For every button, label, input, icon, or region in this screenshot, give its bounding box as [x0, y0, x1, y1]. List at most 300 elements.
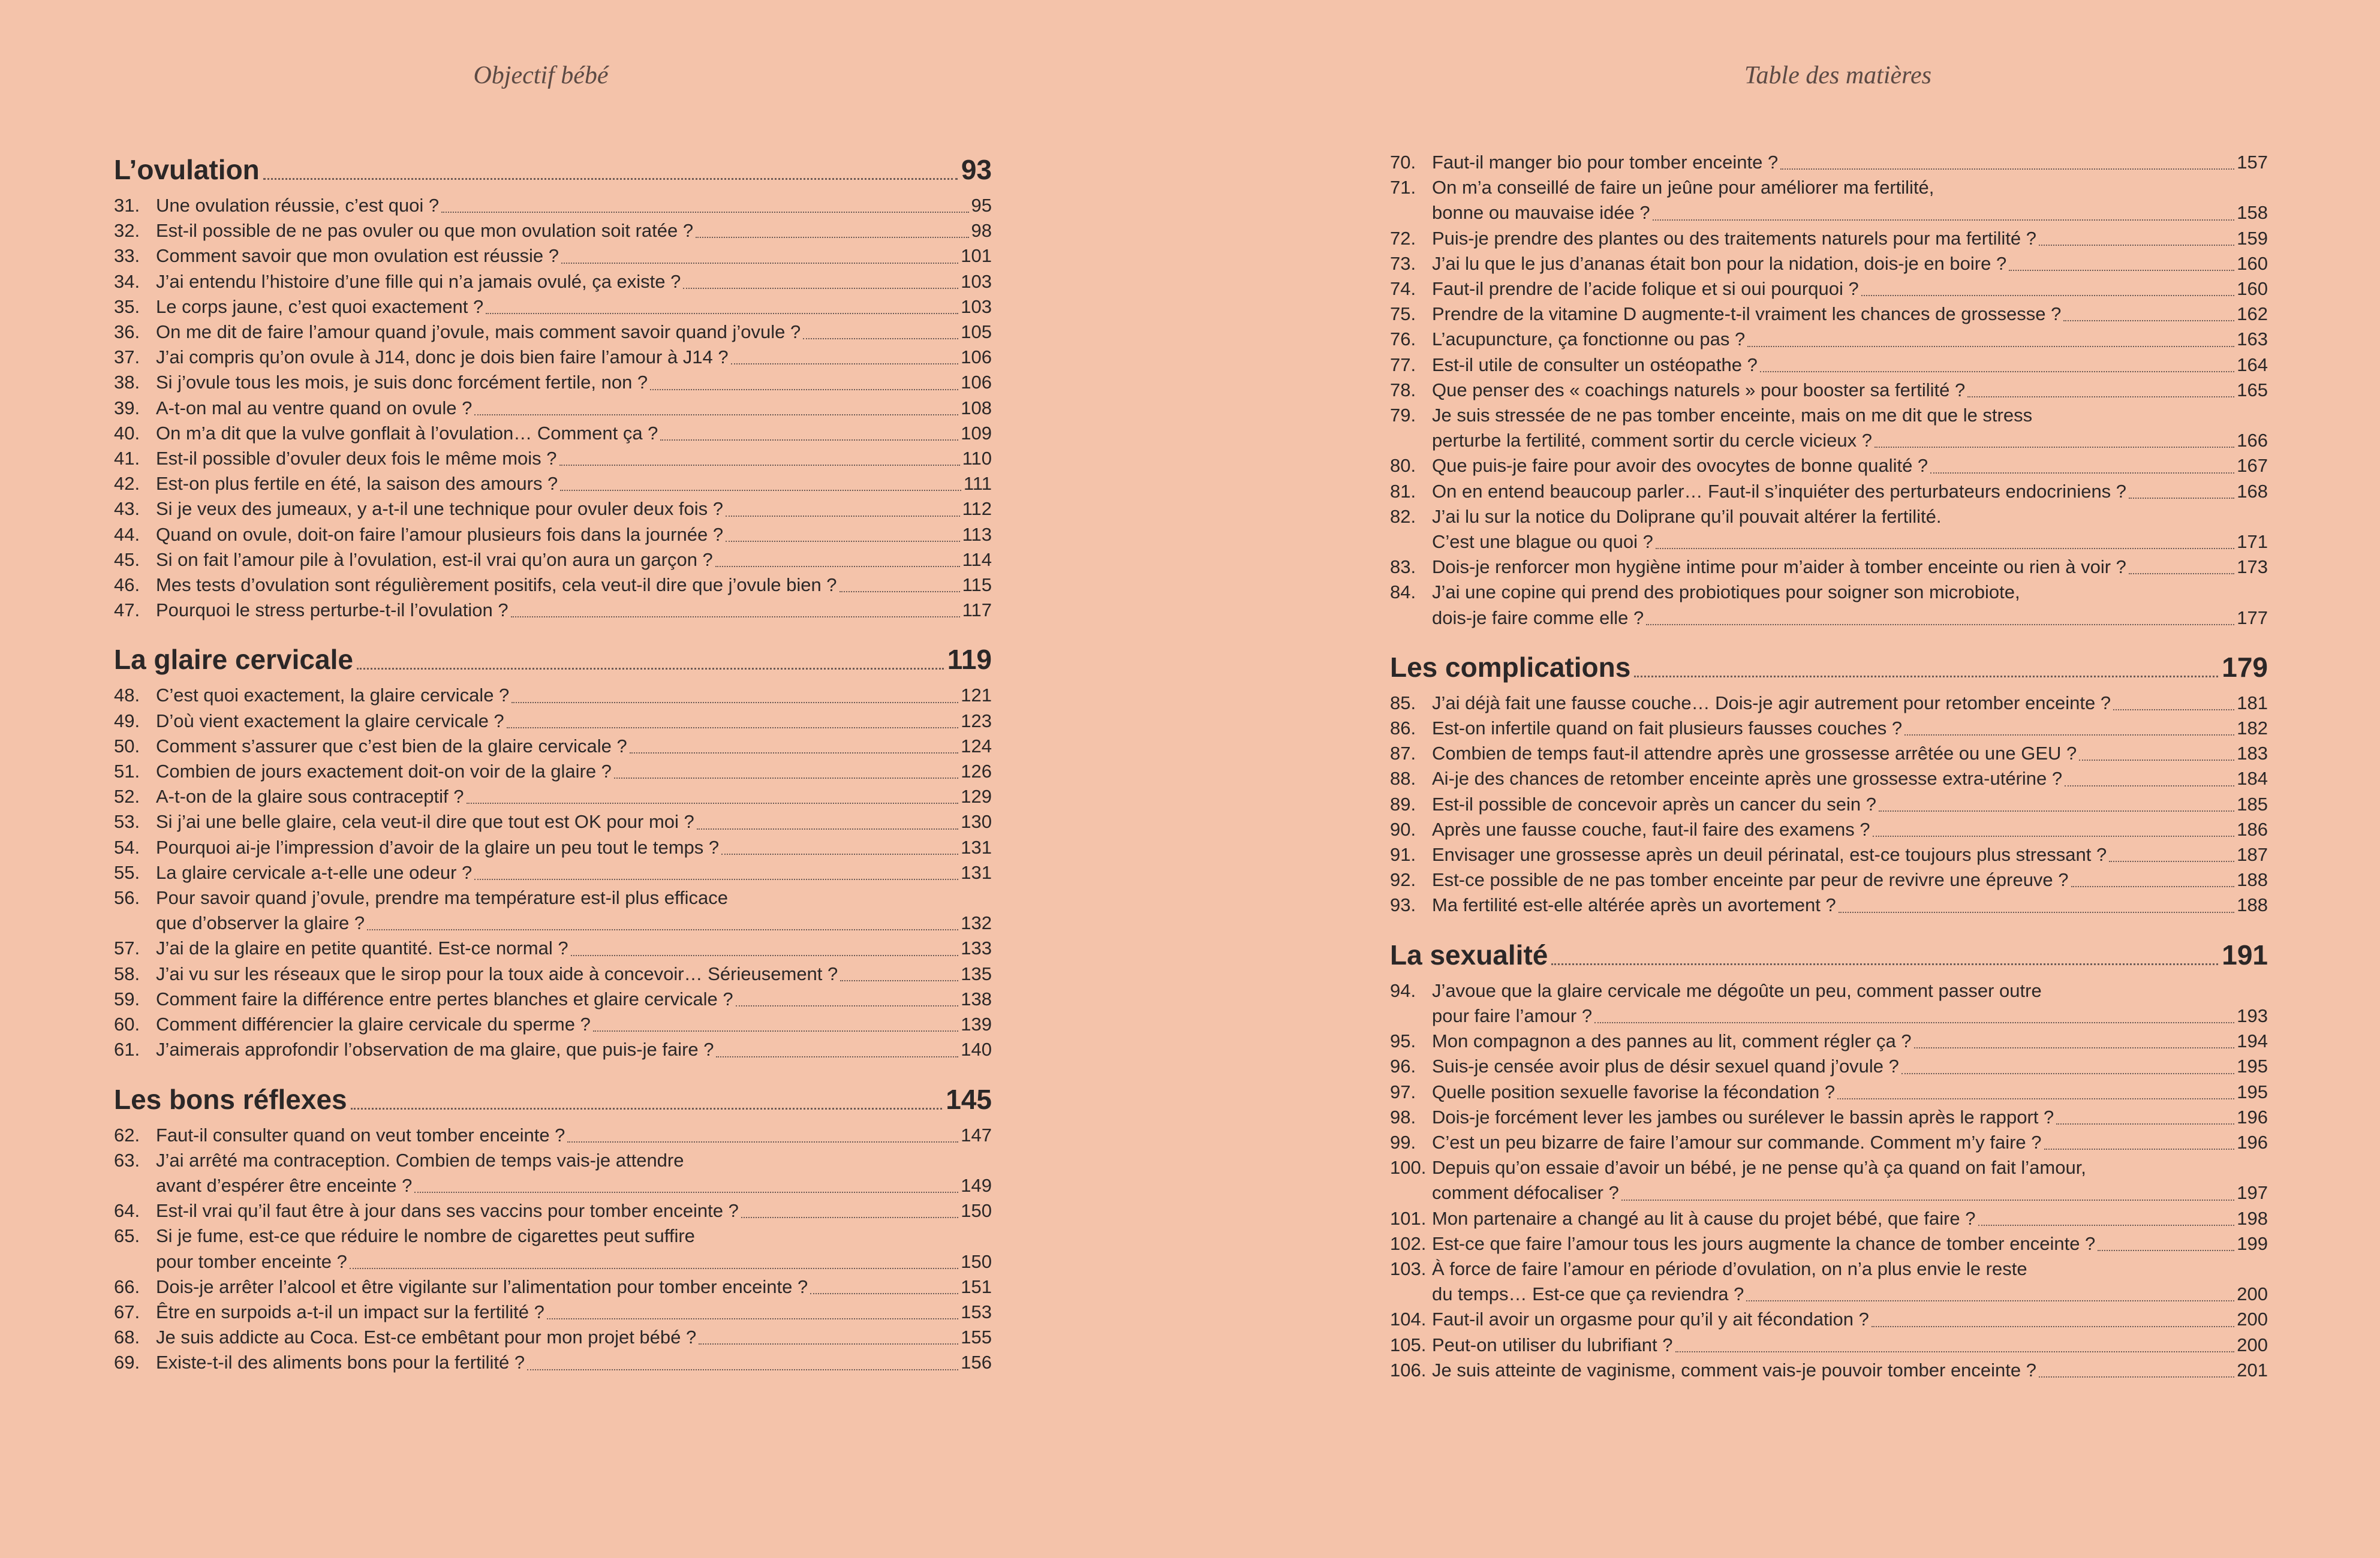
entry-number: 59. [114, 988, 140, 1009]
entry-text [1432, 453, 2268, 478]
leader-dots [559, 464, 960, 466]
entry-last-line [156, 911, 992, 936]
entry-last-line [1432, 555, 2268, 580]
entry-number: 77. [1390, 354, 1416, 375]
entry-last-line [156, 598, 992, 623]
entry-last-line [156, 547, 992, 572]
entry-number: 54. [114, 836, 140, 858]
entry-text [1432, 1307, 2268, 1332]
entry-page-number: 111 [963, 473, 992, 495]
entry-page-number: 114 [962, 549, 992, 570]
entry-last-line [156, 1300, 992, 1325]
entry-page-number: 199 [2237, 1232, 2268, 1254]
leader-dots [1675, 1351, 2235, 1352]
toc-entry [1390, 378, 2268, 403]
entry-line: J’ai vu sur les réseaux que le sirop pour la toux aide à concevoir… Sérieusement ? [156, 963, 838, 984]
entry-last-line [1432, 352, 2268, 378]
entry-number: 34. [114, 270, 140, 292]
entry-page-number: 124 [961, 735, 992, 757]
entry-number: 106. [1390, 1359, 1427, 1381]
entry-number: 42. [114, 473, 140, 495]
entry-text [156, 269, 992, 294]
toc-entry [1390, 1105, 2268, 1130]
toc-entry [1390, 555, 2268, 580]
entry-number: 52. [114, 786, 140, 807]
entry-page-number: 115 [962, 574, 992, 596]
entry-text [1432, 504, 2268, 555]
entry-last-line [156, 345, 992, 370]
toc-entry [1390, 251, 2268, 276]
leader-dots [547, 1318, 958, 1319]
entry-text [156, 370, 992, 395]
leader-dots [840, 590, 960, 592]
entry-number: 96. [1390, 1056, 1416, 1077]
entry-last-line [156, 1012, 992, 1037]
section-page-number: 119 [947, 644, 992, 676]
entry-line: On en entend beaucoup parler… Faut-il s’inquiéter des perturbateurs endocriniens ? [1432, 480, 2127, 502]
entry-page-number: 117 [962, 599, 992, 621]
entry-last-line [156, 784, 992, 809]
leader-dots [527, 1369, 958, 1370]
entry-line: Après une fausse couche, faut-il faire des examens ? [1432, 818, 1870, 840]
leader-dots [511, 616, 960, 617]
section-heading [1390, 647, 2268, 687]
leader-dots [1837, 1098, 2234, 1099]
entry-line: On m’a conseillé de faire un jeûne pour améliorer ma fertilité, [1432, 177, 1934, 198]
entry-text [1432, 691, 2268, 716]
leader-dots [683, 287, 958, 289]
entry-page-number: 108 [961, 397, 992, 418]
entry-last-line [1432, 1180, 2268, 1206]
toc-entry [1390, 842, 2268, 867]
leader-dots [2071, 885, 2235, 887]
entry-page-number: 113 [962, 523, 992, 545]
toc-entry [114, 784, 992, 809]
entry-line: J’ai déjà fait une fausse couche… Dois-je agir autrement pour retomber enceinte ? [1432, 692, 2111, 713]
entry-number: 103. [1390, 1258, 1427, 1279]
entry-number: 73. [1390, 252, 1416, 274]
entry-number: 39. [114, 397, 140, 418]
entry-page-number: 132 [961, 912, 992, 934]
entry-page-number: 112 [962, 498, 992, 520]
entry-text [156, 784, 992, 809]
entry-text [1432, 1231, 2268, 1256]
leader-dots [1760, 370, 2234, 372]
entry-number: 48. [114, 685, 140, 706]
entry-last-line [156, 1274, 992, 1300]
entry-page-number: 188 [2237, 894, 2268, 916]
entry-last-line [156, 370, 992, 395]
entry-number: 45. [114, 549, 140, 570]
entry-text [156, 1037, 992, 1062]
entry-text [156, 396, 992, 421]
entry-page-number: 131 [961, 861, 992, 883]
entry-number: 63. [114, 1149, 140, 1171]
entry-text [156, 1300, 992, 1325]
entry-last-line [1432, 302, 2268, 327]
entry-line: A-t-on de la glaire sous contraceptif ? [156, 786, 464, 807]
entry-last-line [1432, 716, 2268, 741]
toc-entry [114, 421, 992, 446]
entry-number: 98. [1390, 1106, 1416, 1128]
toc-entry [1390, 1054, 2268, 1079]
toc-right [1390, 150, 2268, 1383]
entry-line: Existe-t-il des aliments bons pour la fertilité ? [156, 1352, 525, 1373]
entry-line: Comment différencier la glaire cervicale du sperme ? [156, 1014, 591, 1035]
entry-page-number: 109 [961, 422, 992, 444]
toc-entry [1390, 504, 2268, 555]
entry-number: 88. [1390, 768, 1416, 789]
leader-dots [696, 236, 968, 238]
entry-number: 91. [1390, 844, 1416, 866]
leader-dots [571, 954, 959, 956]
entry-page-number: 135 [961, 963, 992, 984]
entry-text [1432, 766, 2268, 791]
entry-line: Pour savoir quand j’ovule, prendre ma température est-il plus efficace [156, 887, 729, 909]
entry-text [156, 860, 992, 885]
section-title: Les complications [1390, 651, 1631, 683]
entry-line: Ma fertilité est-elle altérée après un avortement ? [1432, 894, 1836, 916]
leader-dots [414, 1191, 958, 1193]
entry-line: que d’observer la glaire ? [156, 912, 365, 934]
entry-line: C’est quoi exactement, la glaire cervicale ? [156, 685, 510, 706]
entry-last-line [156, 1198, 992, 1224]
toc-entry [114, 987, 992, 1012]
entry-text [156, 734, 992, 759]
toc-entry [1390, 766, 2268, 791]
entry-number: 41. [114, 448, 140, 469]
toc-entry [114, 1037, 992, 1062]
leader-dots [467, 802, 959, 804]
entry-last-line [1432, 378, 2268, 403]
entry-text [156, 446, 992, 471]
entry-last-line [1432, 150, 2268, 175]
entry-last-line [1432, 1333, 2268, 1358]
entry-line: Ai-je des chances de retomber enceinte après une grossesse extra-utérine ? [1432, 768, 2063, 789]
entry-line: Est-on plus fertile en été, la saison des amours ? [156, 473, 558, 495]
leader-dots [350, 1267, 958, 1269]
toc-entry [1390, 327, 2268, 352]
toc-entry [114, 885, 992, 936]
entry-page-number: 187 [2237, 844, 2268, 866]
entry-text [156, 709, 992, 734]
entry-text [156, 987, 992, 1012]
toc-entry [114, 269, 992, 294]
entry-last-line [1432, 1029, 2268, 1054]
entry-page-number: 164 [2237, 354, 2268, 375]
entry-last-line [156, 860, 992, 885]
entry-page-number: 153 [961, 1301, 992, 1322]
toc-entry [1390, 1333, 2268, 1358]
entry-last-line [1432, 1282, 2268, 1307]
entry-number: 68. [114, 1327, 140, 1348]
toc-entry [114, 709, 992, 734]
leader-dots [1967, 396, 2234, 397]
toc-entry [114, 218, 992, 243]
entry-number: 70. [1390, 152, 1416, 173]
entry-page-number: 196 [2237, 1131, 2268, 1153]
entry-text [1432, 867, 2268, 893]
entry-last-line [1432, 1080, 2268, 1105]
entry-last-line [156, 962, 992, 987]
entry-last-line [156, 835, 992, 860]
entry-text [156, 345, 992, 370]
entry-number: 56. [114, 887, 140, 909]
entry-line: Suis-je censée avoir plus de désir sexuel quand j’ovule ? [1432, 1056, 1899, 1077]
entry-number: 57. [114, 938, 140, 959]
entry-line: Comment faire la différence entre pertes blanches et glaire cervicale ? [156, 988, 733, 1009]
toc-entry [1390, 1130, 2268, 1155]
entry-number: 71. [1390, 177, 1416, 198]
entry-page-number: 185 [2237, 793, 2268, 815]
entry-line: J’avoue que la glaire cervicale me dégoûte un peu, comment passer outre [1432, 980, 2042, 1001]
toc-entry [114, 547, 992, 572]
entry-page-number: 103 [961, 296, 992, 317]
leader-dots [660, 439, 958, 441]
entry-line: Est-il vrai qu’il faut être à jour dans ses vaccins pour tomber enceinte ? [156, 1200, 739, 1222]
entry-last-line [156, 496, 992, 522]
entry-last-line [156, 709, 992, 734]
entry-line: Est-ce que faire l’amour tous les jours augmente la chance de tomber enceinte ? [1432, 1232, 2096, 1254]
entry-number: 64. [114, 1200, 140, 1222]
section-heading [114, 640, 992, 679]
leader-dots [1904, 734, 2234, 736]
leader-dots [560, 489, 961, 491]
entry-page-number: 101 [961, 245, 992, 267]
entry-line: pour tomber enceinte ? [156, 1250, 347, 1272]
toc-left [114, 150, 992, 1376]
entry-text [156, 598, 992, 623]
entry-line: Comment s’assurer que c’est bien de la glaire cervicale ? [156, 735, 627, 757]
leader-dots [1861, 294, 2235, 296]
toc-entry [1390, 403, 2268, 453]
leader-dots [474, 414, 958, 415]
entry-line: Si j’ovule tous les mois, je suis donc forcément fertile, non ? [156, 372, 648, 393]
section-title: L’ovulation [114, 154, 260, 185]
entry-page-number: 195 [2237, 1056, 2268, 1077]
leader-dots [2129, 572, 2234, 574]
entry-text [156, 547, 992, 572]
entry-number: 87. [1390, 743, 1416, 764]
entry-line: Pourquoi le stress perturbe-t-il l’ovulation ? [156, 599, 509, 621]
entry-last-line [1432, 200, 2268, 225]
entry-line: Depuis qu’on essaie d’avoir un bébé, je ne pense qu’à ça quand on fait l’amour, [1432, 1157, 2086, 1179]
entry-number: 36. [114, 321, 140, 343]
leader-dots [474, 878, 958, 880]
leader-dots [1874, 446, 2234, 448]
entry-last-line [1432, 1307, 2268, 1332]
toc-entry [1390, 1029, 2268, 1054]
entry-line: du temps… Est-ce que ça reviendra ? [1432, 1283, 1744, 1305]
entry-line: Je suis addicte au Coca. Est-ce embêtant pour mon projet bébé ? [156, 1327, 697, 1348]
toc-entry [1390, 1080, 2268, 1105]
entry-text [156, 809, 992, 834]
entry-number: 35. [114, 296, 140, 317]
entry-last-line [156, 1037, 992, 1062]
entry-text [156, 1224, 992, 1274]
entry-page-number: 126 [961, 761, 992, 782]
entry-last-line [1432, 792, 2268, 817]
entry-page-number: 186 [2237, 818, 2268, 840]
entry-page-number: 160 [2237, 278, 2268, 300]
leader-dots [2039, 1376, 2234, 1378]
toc-entry [1390, 1155, 2268, 1206]
leader-dots [614, 777, 958, 779]
section-title: Les bons réflexes [114, 1083, 347, 1115]
leader-dots [715, 565, 960, 567]
toc-entry [1390, 175, 2268, 225]
entry-text [1432, 1080, 2268, 1105]
toc-entry [1390, 716, 2268, 741]
entry-text [1432, 893, 2268, 918]
toc-entry [114, 471, 992, 496]
leader-dots [1780, 168, 2234, 170]
entry-line: Est-il possible d’ovuler deux fois le même mois ? [156, 448, 557, 469]
entry-line: J’aimerais approfondir l’observation de ma glaire, que puis-je faire ? [156, 1039, 714, 1060]
entry-line: Si je fume, est-ce que réduire le nombre de cigarettes peut suffire [156, 1225, 695, 1247]
entry-line: On m’a dit que la vulve gonflait à l’ovulation… Comment ça ? [156, 422, 658, 444]
entry-last-line [156, 1123, 992, 1148]
entry-text [156, 421, 992, 446]
entry-last-line [156, 471, 992, 496]
entry-text [1432, 251, 2268, 276]
entry-text [156, 1198, 992, 1224]
entry-page-number: 158 [2237, 202, 2268, 224]
entry-page-number: 129 [961, 786, 992, 807]
toc-entry [114, 1198, 992, 1224]
toc-entry [1390, 226, 2268, 251]
entry-page-number: 163 [2237, 329, 2268, 350]
entry-text [156, 759, 992, 784]
leader-dots [1871, 1325, 2234, 1327]
entry-page-number: 171 [2237, 531, 2268, 553]
entry-page-number: 106 [961, 372, 992, 393]
entry-text [1432, 403, 2268, 453]
toc-entry [1390, 867, 2268, 893]
entry-last-line [1432, 691, 2268, 716]
entry-number: 79. [1390, 405, 1416, 426]
entry-line: Faut-il avoir un orgasme pour qu’il y ait fécondation ? [1432, 1309, 1869, 1330]
leader-dots [726, 515, 960, 517]
entry-text [1432, 276, 2268, 302]
entry-text [1432, 1105, 2268, 1130]
entry-last-line [1432, 453, 2268, 478]
toc-entry [1390, 150, 2268, 175]
entry-line: Quand on ovule, doit-on faire l’amour plusieurs fois dans la journée ? [156, 523, 724, 545]
toc-entry [114, 522, 992, 547]
entry-number: 105. [1390, 1334, 1427, 1355]
entry-line: J’ai compris qu’on ovule à J14, donc je dois bien faire l’amour à J14 ? [156, 346, 729, 368]
entry-last-line [1432, 251, 2268, 276]
entry-line: Que puis-je faire pour avoir des ovocytes de bonne qualité ? [1432, 455, 1928, 477]
entry-line: J’ai arrêté ma contraception. Combien de temps vais-je attendre [156, 1149, 684, 1171]
entry-line: Est-ce possible de ne pas tomber enceinte par peur de revivre une épreuve ? [1432, 869, 2069, 891]
entry-text [156, 1274, 992, 1300]
entry-number: 61. [114, 1039, 140, 1060]
toc-entry [1390, 479, 2268, 504]
toc-entry [114, 835, 992, 860]
entry-line: Dois-je forcément lever les jambes ou surélever le bassin après le rapport ? [1432, 1106, 2054, 1128]
leader-dots [726, 540, 960, 542]
entry-line: Faut-il prendre de l’acide folique et si oui pourquoi ? [1432, 278, 1859, 300]
entry-number: 76. [1390, 329, 1416, 350]
entry-page-number: 150 [961, 1250, 992, 1272]
entry-number: 84. [1390, 581, 1416, 603]
entry-last-line [156, 1325, 992, 1350]
entry-text [156, 294, 992, 320]
entry-line: J’ai entendu l’histoire d’une fille qui n’a jamais ovulé, ça existe ? [156, 270, 681, 292]
entry-last-line [156, 446, 992, 471]
entry-line: Puis-je prendre des plantes ou des traitements naturels pour ma fertilité ? [1432, 227, 2037, 249]
entry-last-line [156, 193, 992, 218]
leader-dots [1621, 1199, 2234, 1201]
entry-text [1432, 741, 2268, 766]
entry-page-number: 147 [961, 1124, 992, 1146]
toc-entry [114, 809, 992, 834]
leader-dots [561, 262, 958, 264]
entry-number: 60. [114, 1014, 140, 1035]
entry-number: 65. [114, 1225, 140, 1247]
entry-page-number: 159 [2237, 227, 2268, 249]
entry-last-line [1432, 817, 2268, 842]
toc-entry [114, 734, 992, 759]
section-page-number: 145 [946, 1083, 992, 1115]
leader-dots [2009, 269, 2234, 271]
entry-last-line [156, 320, 992, 345]
entry-line: Est-il utile de consulter un ostéopathe ? [1432, 354, 1758, 375]
section-page-number: 179 [2222, 651, 2268, 683]
entry-last-line [156, 522, 992, 547]
entry-last-line [156, 1173, 992, 1198]
running-head-right: Table des matières [1744, 62, 1931, 89]
entry-number: 94. [1390, 980, 1416, 1001]
entry-text [1432, 1029, 2268, 1054]
toc-entry [114, 1350, 992, 1375]
leader-dots [2044, 1148, 2235, 1150]
entry-page-number: 198 [2237, 1207, 2268, 1229]
leader-dots [1551, 963, 2218, 965]
entry-line: Faut-il consulter quand on veut tomber enceinte ? [156, 1124, 565, 1146]
leader-dots [699, 1343, 958, 1345]
entry-last-line [156, 269, 992, 294]
entry-number: 75. [1390, 303, 1416, 325]
entry-text [156, 218, 992, 243]
entry-line: Si on fait l’amour pile à l’ovulation, est-il vrai qu’on aura un garçon ? [156, 549, 713, 570]
entry-number: 100. [1390, 1157, 1427, 1179]
leader-dots [1634, 675, 2218, 677]
entry-number: 90. [1390, 818, 1416, 840]
leader-dots [630, 752, 959, 754]
leader-dots [840, 980, 958, 981]
entry-line: À force de faire l’amour en période d’ovulation, on n’a plus envie le reste [1432, 1258, 2027, 1279]
entry-number: 89. [1390, 793, 1416, 815]
entry-last-line [156, 734, 992, 759]
entry-line: Je suis atteinte de vaginisme, comment vais-je pouvoir tomber enceinte ? [1432, 1359, 2036, 1381]
entry-text [156, 243, 992, 269]
entry-line: C’est un peu bizarre de faire l’amour sur commande. Comment m’y faire ? [1432, 1131, 2042, 1153]
leader-dots [357, 667, 944, 670]
leader-dots [803, 337, 958, 339]
toc-entry [114, 193, 992, 218]
entry-line: Que penser des « coachings naturels » pour booster sa fertilité ? [1432, 379, 1966, 400]
entry-text [1432, 817, 2268, 842]
leader-dots [716, 1056, 958, 1057]
section-title: La sexualité [1390, 939, 1548, 971]
entry-text [156, 496, 992, 522]
toc-entry [114, 1274, 992, 1300]
entry-number: 49. [114, 710, 140, 731]
toc-entry [1390, 276, 2268, 302]
